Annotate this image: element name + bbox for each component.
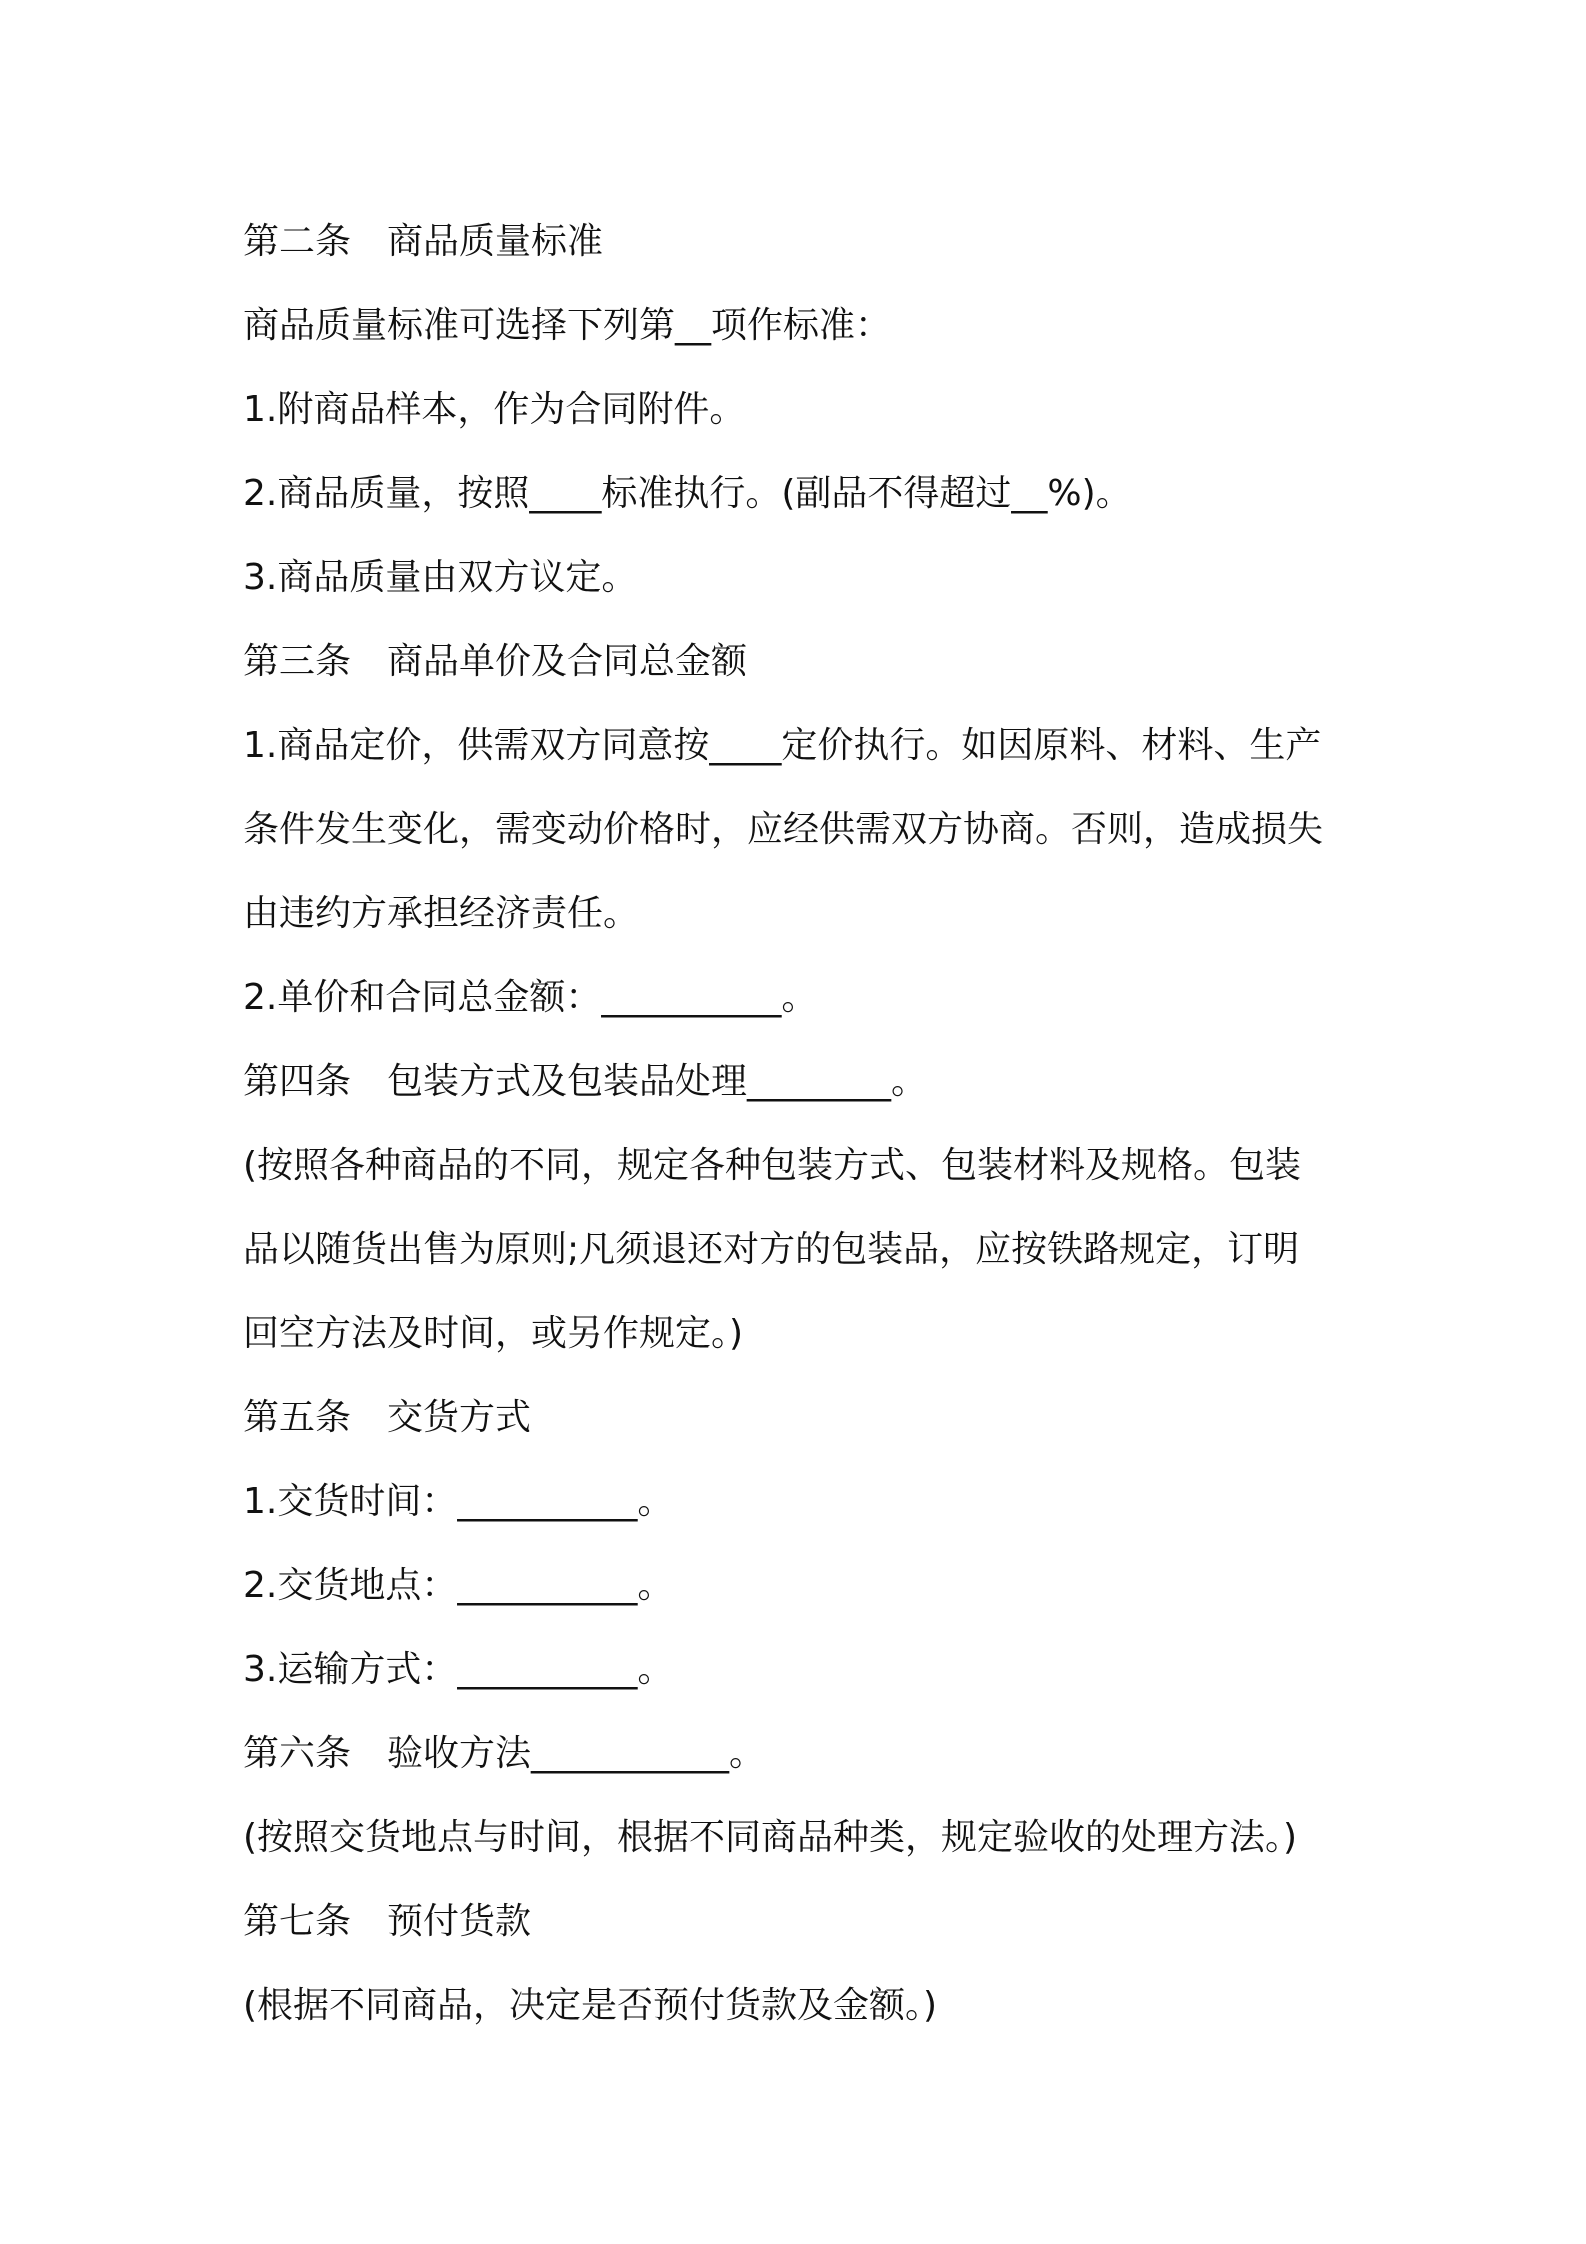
article-2-heading: 第二条 商品质量标准 [243, 221, 604, 262]
quality-option-2: 2.商品质量，按照____标准执行。(副品不得超过__%)。 [243, 473, 1132, 514]
article-5-heading: 第五条 交货方式 [243, 1397, 532, 1438]
packaging-note-line-1: (按照各种商品的不同，规定各种包装方式、包装材料及规格。包装 [243, 1145, 1302, 1186]
prepayment-note: (根据不同商品，决定是否预付货款及金额。) [243, 1985, 938, 2026]
pricing-clause-line-2: 条件发生变化，需变动价格时，应经供需双方协商。否则，造成损失 [243, 809, 1324, 850]
quality-option-1: 1.附商品样本，作为合同附件。 [243, 389, 746, 430]
packaging-note-line-2: 品以随货出售为原则;凡须退还对方的包装品，应按铁路规定，订明 [243, 1229, 1300, 1270]
article-7-heading: 第七条 预付货款 [243, 1901, 532, 1942]
article-4-heading: 第四条 包装方式及包装品处理________。 [243, 1061, 928, 1102]
delivery-time: 1.交货时间：__________。 [243, 1481, 674, 1522]
inspection-note: (按照交货地点与时间，根据不同商品种类，规定验收的处理方法。) [243, 1817, 1298, 1858]
pricing-clause-line-1: 1.商品定价，供需双方同意按____定价执行。如因原料、材料、生产 [243, 725, 1322, 766]
quality-option-3: 3.商品质量由双方议定。 [243, 557, 638, 598]
document-body [243, 200, 1373, 2048]
pricing-clause-line-3: 由违约方承担经济责任。 [243, 893, 640, 934]
transport-method: 3.运输方式：__________。 [243, 1649, 674, 1690]
quality-standard-intro: 商品质量标准可选择下列第__项作标准： [243, 305, 892, 346]
unit-price-total-amount: 2.单价和合同总金额：__________。 [243, 977, 818, 1018]
article-6-heading: 第六条 验收方法___________。 [243, 1733, 766, 1774]
packaging-note-line-3: 回空方法及时间，或另作规定。) [243, 1313, 744, 1354]
article-3-heading: 第三条 商品单价及合同总金额 [243, 641, 748, 682]
delivery-location: 2.交货地点：__________。 [243, 1565, 674, 1606]
